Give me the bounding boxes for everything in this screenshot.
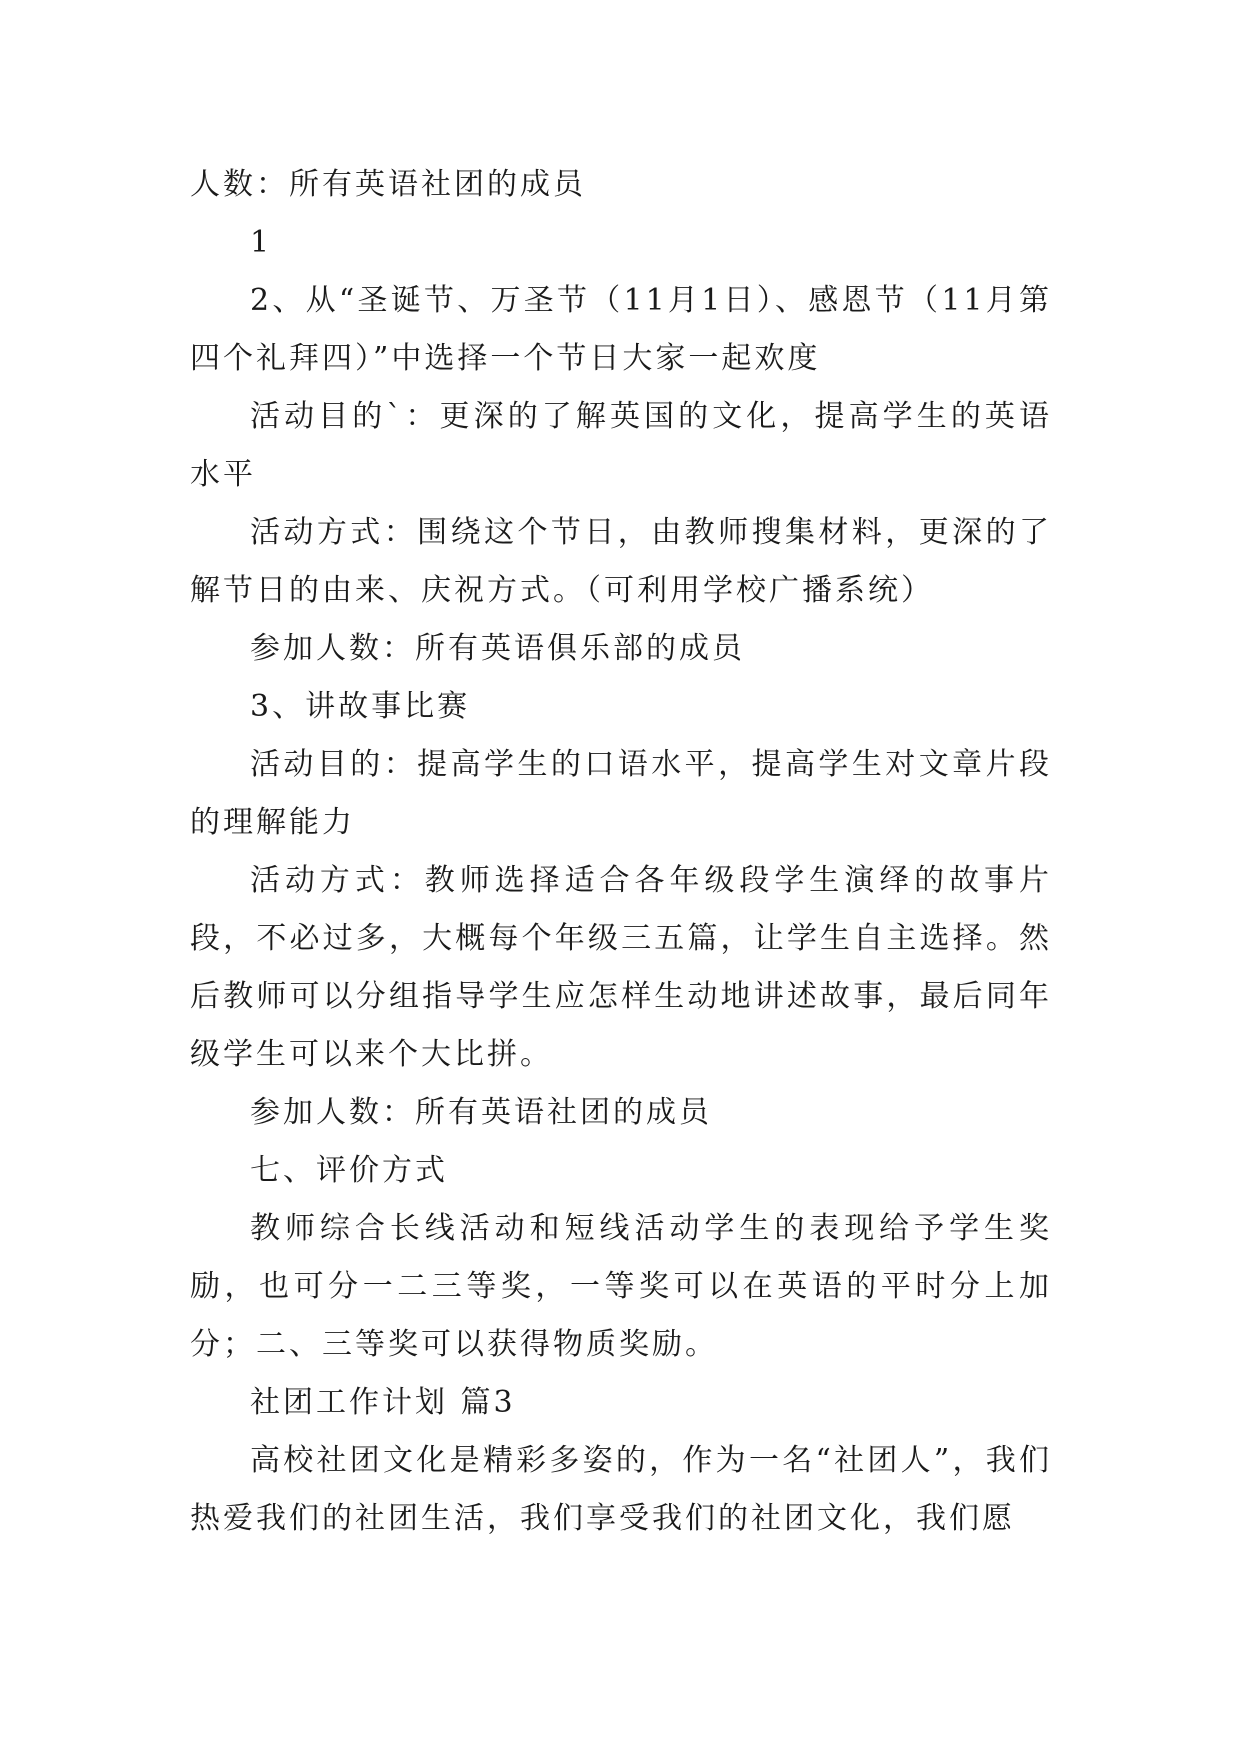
paragraph-storytelling-participants: 参加人数：所有英语社团的成员: [250, 1095, 712, 1130]
paragraph-holiday-purpose: 活动目的`：更深的了解英国的文化，提高学生的英语水平: [190, 399, 1052, 492]
paragraph-participants-english-club: 人数：所有英语社团的成员: [190, 167, 586, 202]
paragraph-evaluation: 教师综合长线活动和短线活动学生的表现给予学生奖励，也可分一二三等奖，一等奖可以在英语的平时分上加分；二、三等奖可以获得物质奖励。: [190, 1211, 1052, 1362]
paragraph-storytelling-heading: 3、讲故事比赛: [250, 689, 471, 724]
section-heading-plan-3: 社团工作计划 篇3: [250, 1385, 516, 1420]
paragraph-storytelling-method: 活动方式：教师选择适合各年级段学生演绎的故事片段，不必过多，大概每个年级三五篇，让学生自主选择。然后教师可以分组指导学生应怎样生动地讲述故事，最后同年级学生可以来个大比拼。: [190, 863, 1052, 1072]
paragraph-page-number: 1: [250, 225, 273, 260]
paragraph-holiday-participants: 参加人数：所有英语俱乐部的成员: [250, 631, 745, 666]
paragraph-holiday-activity: 2、从“圣诞节、万圣节（11月1日）、感恩节（11月第四个礼拜四）”中选择一个节日大家一起欢度: [190, 283, 1052, 376]
paragraph-storytelling-purpose: 活动目的：提高学生的口语水平，提高学生对文章片段的理解能力: [190, 747, 1052, 840]
paragraph-holiday-method: 活动方式：围绕这个节日，由教师搜集材料，更深的了解节日的由来、庆祝方式。（可利用学校广播系统）: [190, 515, 1052, 608]
section-heading-evaluation: 七、评价方式: [250, 1153, 448, 1188]
document-page: [190, 156, 1052, 1548]
paragraph-club-culture: 高校社团文化是精彩多姿的，作为一名“社团人”，我们热爱我们的社团生活，我们享受我们的社团文化，我们愿: [190, 1443, 1052, 1536]
